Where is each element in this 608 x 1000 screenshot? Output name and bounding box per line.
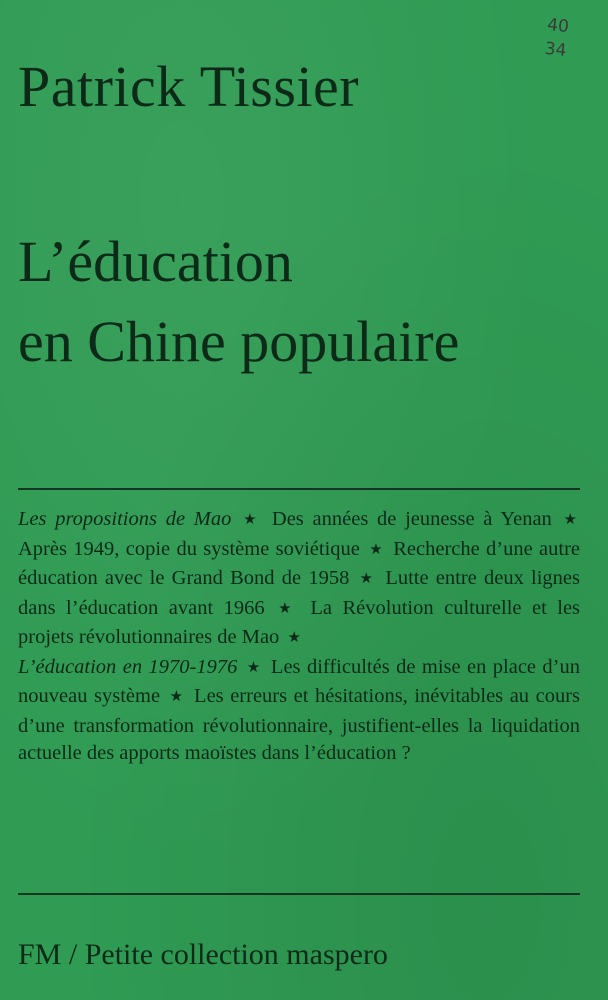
- top-divider: [18, 488, 580, 490]
- star-separator-icon: ★: [243, 512, 261, 528]
- star-separator-icon: ★: [369, 541, 384, 558]
- star-separator-icon: ★: [359, 571, 376, 587]
- handwritten-note: [544, 13, 571, 63]
- star-separator-icon: ★: [169, 689, 185, 705]
- author-name: Patrick Tissier: [18, 54, 360, 119]
- bottom-divider: [18, 893, 580, 895]
- blurb-text: Des années de jeunesse à Yenan: [271, 508, 552, 530]
- publisher-collection: FM / Petite collection maspero: [18, 938, 388, 971]
- handwritten-note-line-2: 34: [544, 38, 568, 62]
- star-separator-icon: ★: [278, 600, 297, 617]
- cover-blurb: [18, 506, 580, 768]
- blurb-text: Les difficultés de mise en place d’un nouveau système: [18, 655, 581, 707]
- blurb-text: Les erreurs et hésitations, inévitables au cours d’une transformation révolutionnaire, justifient-elles la liquidation actuelle des apports maoïstes dans l’éducation ?: [18, 685, 581, 764]
- blurb-text: Lutte entre deux lignes dans l’éducation avant 1966: [18, 567, 581, 619]
- book-title: [18, 222, 459, 382]
- blurb-text: La Révolution culturelle et les projets révolutionnaires de Mao: [18, 596, 581, 648]
- star-separator-icon: ★: [287, 630, 301, 646]
- blurb-section-heading: L’éducation en 1970-1976: [18, 655, 238, 678]
- star-separator-icon: ★: [563, 512, 577, 528]
- title-line-2: en Chine populaire: [18, 309, 460, 374]
- star-separator-icon: ★: [246, 659, 262, 676]
- handwritten-note-line-1: 40: [546, 14, 571, 38]
- blurb-section-heading: Les propositions de Mao: [18, 508, 232, 530]
- blurb-text: Recherche d’une autre éducation avec le Grand Bond de 1958: [18, 537, 581, 589]
- title-line-1: L’éducation: [18, 229, 293, 294]
- blurb-text: Après 1949, copie du système soviétique: [18, 537, 360, 560]
